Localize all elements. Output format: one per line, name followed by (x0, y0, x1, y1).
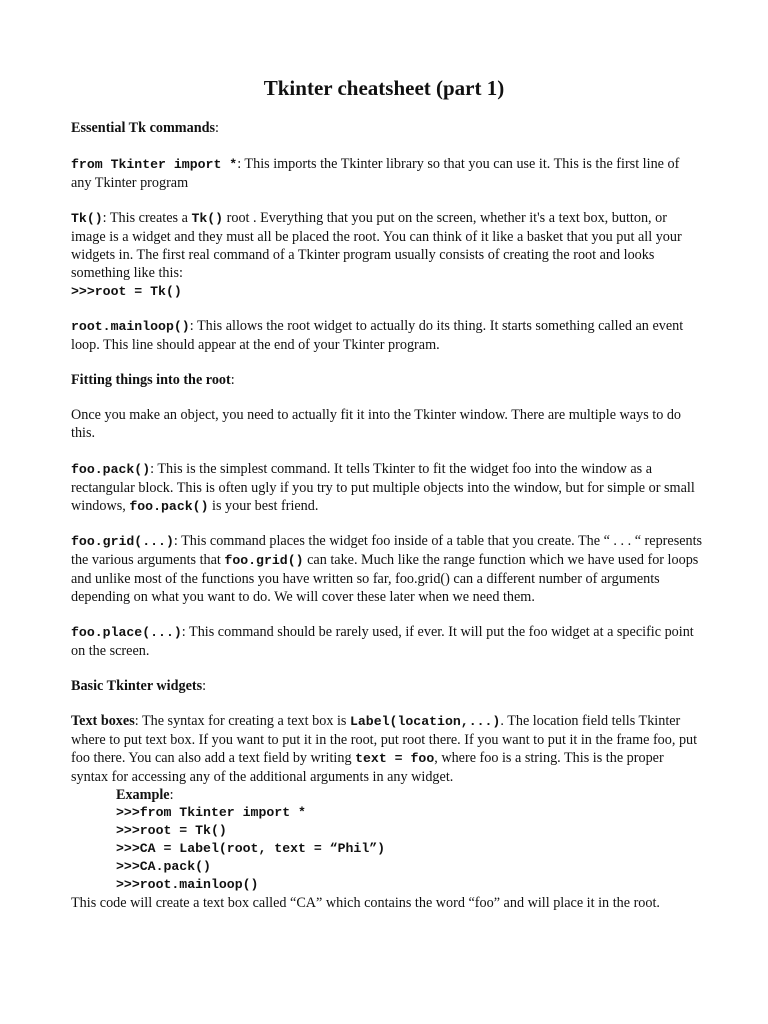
section-heading-text: Basic Tkinter widgets (71, 678, 203, 694)
place-description: : This command should be rarely used, if ever. It will put the foo widget at a specific point on the screen. (71, 624, 694, 659)
example-block (71, 786, 703, 894)
paragraph-text-boxes (71, 712, 703, 912)
pack-description-1: : This is the simplest command. It tells Tkinter to fit the widget foo into the window as a rectangular block. This is often ugly if you try to put multiple objects into the window, but for simple or small windows, (71, 461, 695, 514)
section-heading-colon: : (230, 372, 235, 388)
code-place: foo.place(...) (71, 625, 182, 640)
code-root-example: >>>root = Tk() (71, 284, 182, 299)
import-description: : This imports the Tkinter library so that you can use it. This is the first line of any Tkinter program (71, 156, 680, 191)
paragraph-mainloop (71, 317, 703, 354)
code-tk-inline: Tk() (191, 211, 224, 226)
section-heading-fitting (71, 371, 703, 389)
code-label-syntax: Label(location,...) (349, 714, 501, 729)
section-heading-text: Fitting things into the root (71, 372, 231, 388)
section-heading-essential (71, 119, 703, 137)
paragraph-pack (71, 460, 703, 516)
code-grid-inline: foo.grid() (224, 553, 304, 568)
code-grid: foo.grid(...) (71, 534, 174, 549)
paragraph-import (71, 155, 703, 192)
text-boxes-description-1: : The syntax for creating a text box is (134, 713, 350, 729)
code-text-foo: text = foo (355, 751, 435, 766)
paragraph-fit-intro: Once you make an object, you need to actually fit it into the Tkinter window. There are multiple ways to do this. (71, 407, 682, 441)
example-code-line: >>>CA = Label(root, text = “Phil”) (116, 841, 386, 856)
code-pack: foo.pack() (71, 462, 151, 477)
text-boxes-description-2: . The location field tells Tkinter where to put text box. If you want to put it in the root, put root there. If you want to put it in the frame foo, put foo there. You can also add a text field by writing (71, 713, 698, 766)
text-boxes-description-3: , where foo is a string. This is the proper syntax for accessing any of the additional arguments in any widget. (71, 750, 664, 785)
code-import: from Tkinter import * (71, 157, 238, 172)
section-heading-text: Essential Tk commands (71, 120, 216, 136)
section-heading-widgets (71, 677, 703, 695)
tk-description-2: root . Everything that you put on the screen, whether it's a text box, button, or image is a widget and they must all be placed the root. You can think of it like a basket that you put all your widgets in. The first real command of a Tkinter program usually consists of creating the root and looks something like this: (71, 210, 682, 281)
tk-description-1: : This creates a (102, 210, 192, 226)
page-title: Tkinter cheatsheet (part 1) (263, 76, 505, 100)
paragraph-tk (71, 209, 703, 301)
example-code-line: >>>root.mainloop() (116, 877, 259, 892)
grid-description-1: : This command places the widget foo inside of a table that you create. The “ . . . “ represents the various arguments that (71, 533, 703, 568)
example-label: Example (116, 787, 170, 803)
example-colon: : (169, 787, 174, 803)
code-mainloop: root.mainloop() (71, 319, 190, 334)
mainloop-description: : This allows the root widget to actually do its thing. It starts something called an event loop. This line should appear at the end of your Tkinter program. (71, 318, 684, 353)
grid-description-2: can take. Much like the range function which we have used for loops and unlike most of the functions you have written so far, foo.grid() can a different number of arguments depending on what you want to do. We will cover these later when we need them. (71, 552, 699, 605)
example-code-line: >>>CA.pack() (116, 859, 211, 874)
example-heading (116, 786, 703, 804)
paragraph-grid (71, 532, 703, 606)
code-pack-inline: foo.pack() (129, 499, 209, 514)
section-heading-colon: : (215, 120, 219, 136)
example-code-line: >>>from Tkinter import * (116, 805, 306, 820)
paragraph-place (71, 623, 703, 660)
code-tk: Tk() (71, 211, 103, 226)
text-boxes-label: Text boxes (71, 713, 135, 729)
pack-description-2: is your best friend. (208, 498, 319, 514)
example-closing-text: This code will create a text box called “CA” which contains the word “foo” and will place it in the root. (71, 895, 660, 911)
section-heading-colon: : (202, 678, 207, 694)
example-code-line: >>>root = Tk() (116, 823, 227, 838)
